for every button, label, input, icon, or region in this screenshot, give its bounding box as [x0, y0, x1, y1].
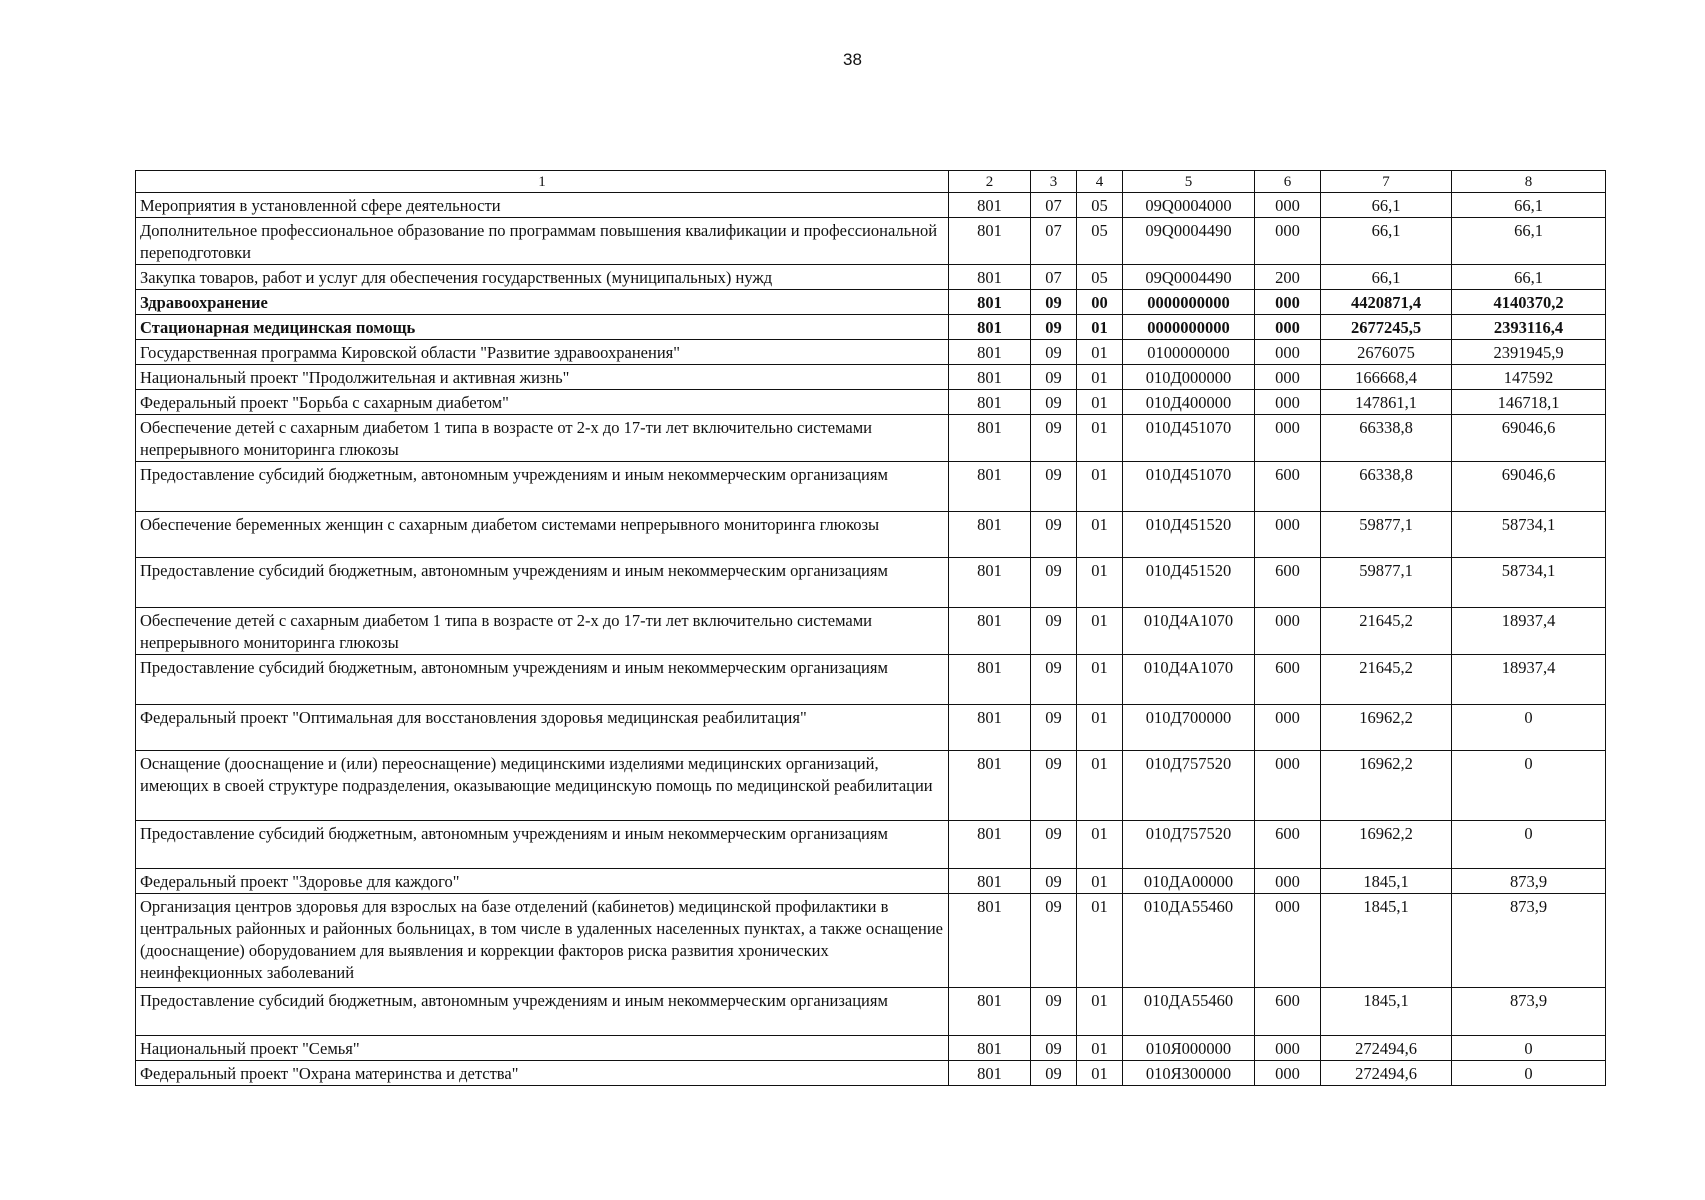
cell-section: 09 — [1031, 1061, 1077, 1086]
cell-name: Национальный проект "Продолжительная и активная жизнь" — [136, 365, 949, 390]
cell-subsection: 01 — [1077, 988, 1123, 1036]
cell-subsection: 01 — [1077, 1061, 1123, 1086]
cell-section: 09 — [1031, 1036, 1077, 1061]
table-row — [136, 894, 1606, 988]
cell-section: 09 — [1031, 512, 1077, 558]
cell-amount-2025: 59877,1 — [1321, 512, 1452, 558]
cell-amount-2025: 16962,2 — [1321, 751, 1452, 821]
cell-amount-2026: 146718,1 — [1452, 390, 1606, 415]
column-number-2: 2 — [949, 171, 1031, 193]
cell-amount-2025: 1845,1 — [1321, 869, 1452, 894]
cell-expense-type: 000 — [1255, 869, 1321, 894]
cell-section: 09 — [1031, 462, 1077, 512]
cell-expense-type: 000 — [1255, 751, 1321, 821]
cell-ministry-code: 801 — [949, 821, 1031, 869]
table-row — [136, 340, 1606, 365]
cell-ministry-code: 801 — [949, 462, 1031, 512]
cell-expense-type: 000 — [1255, 365, 1321, 390]
cell-target-article: 010Д4А1070 — [1123, 655, 1255, 705]
cell-name: Обеспечение детей с сахарным диабетом 1 типа в возрасте от 2-х до 17-ти лет включительно системами непрерывного мониторинга глюкозы — [136, 608, 949, 655]
cell-subsection: 01 — [1077, 415, 1123, 462]
cell-amount-2026: 0 — [1452, 1061, 1606, 1086]
table-row — [136, 390, 1606, 415]
cell-target-article: 010Д451520 — [1123, 558, 1255, 608]
cell-section: 07 — [1031, 193, 1077, 218]
cell-ministry-code: 801 — [949, 869, 1031, 894]
table-row — [136, 1036, 1606, 1061]
cell-section: 09 — [1031, 290, 1077, 315]
cell-target-article: 010Д400000 — [1123, 390, 1255, 415]
cell-ministry-code: 801 — [949, 751, 1031, 821]
cell-ministry-code: 801 — [949, 365, 1031, 390]
cell-expense-type: 000 — [1255, 290, 1321, 315]
cell-section: 09 — [1031, 365, 1077, 390]
table-body — [136, 171, 1606, 1086]
table-row — [136, 462, 1606, 512]
cell-ministry-code: 801 — [949, 558, 1031, 608]
cell-amount-2026: 0 — [1452, 705, 1606, 751]
cell-section: 09 — [1031, 705, 1077, 751]
cell-amount-2026: 69046,6 — [1452, 415, 1606, 462]
cell-amount-2025: 16962,2 — [1321, 821, 1452, 869]
column-number-1: 1 — [136, 171, 949, 193]
cell-subsection: 01 — [1077, 1036, 1123, 1061]
cell-name: Организация центров здоровья для взрослых на базе отделений (кабинетов) медицинской профилактики в центральных районных и районных больницах, в том числе в удаленных населенных пунктах, а также оснащение (дооснащение) оборудованием для выявления и коррекции факторов риска развития хронических неинфекционных заболеваний — [136, 894, 949, 988]
cell-ministry-code: 801 — [949, 988, 1031, 1036]
table-row — [136, 512, 1606, 558]
cell-name: Дополнительное профессиональное образование по программам повышения квалификации и профессиональной переподготовки — [136, 218, 949, 265]
cell-name: Закупка товаров, работ и услуг для обеспечения государственных (муниципальных) нужд — [136, 265, 949, 290]
cell-amount-2026: 147592 — [1452, 365, 1606, 390]
cell-section: 09 — [1031, 988, 1077, 1036]
cell-expense-type: 600 — [1255, 462, 1321, 512]
cell-subsection: 01 — [1077, 512, 1123, 558]
cell-expense-type: 000 — [1255, 512, 1321, 558]
cell-target-article: 010Д451070 — [1123, 415, 1255, 462]
cell-section: 07 — [1031, 265, 1077, 290]
cell-section: 09 — [1031, 869, 1077, 894]
cell-ministry-code: 801 — [949, 705, 1031, 751]
cell-section: 09 — [1031, 315, 1077, 340]
cell-subsection: 01 — [1077, 365, 1123, 390]
cell-subsection: 01 — [1077, 751, 1123, 821]
cell-expense-type: 000 — [1255, 390, 1321, 415]
cell-section: 09 — [1031, 558, 1077, 608]
cell-expense-type: 000 — [1255, 705, 1321, 751]
cell-ministry-code: 801 — [949, 218, 1031, 265]
cell-name: Оснащение (дооснащение и (или) переоснащение) медицинскими изделиями медицинских организаций, имеющих в своей структуре подразделения, оказывающие медицинскую помощь по медицинской реабилитации — [136, 751, 949, 821]
cell-amount-2025: 66,1 — [1321, 193, 1452, 218]
cell-subsection: 01 — [1077, 705, 1123, 751]
cell-expense-type: 000 — [1255, 340, 1321, 365]
cell-subsection: 01 — [1077, 462, 1123, 512]
table-header-row — [136, 171, 1606, 193]
cell-subsection: 05 — [1077, 218, 1123, 265]
cell-ministry-code: 801 — [949, 315, 1031, 340]
cell-amount-2025: 1845,1 — [1321, 988, 1452, 1036]
cell-amount-2025: 2676075 — [1321, 340, 1452, 365]
cell-section: 09 — [1031, 894, 1077, 988]
cell-expense-type: 200 — [1255, 265, 1321, 290]
column-number-6: 6 — [1255, 171, 1321, 193]
cell-amount-2026: 18937,4 — [1452, 655, 1606, 705]
cell-ministry-code: 801 — [949, 894, 1031, 988]
cell-section: 09 — [1031, 608, 1077, 655]
cell-amount-2026: 2391945,9 — [1452, 340, 1606, 365]
cell-name: Стационарная медицинская помощь — [136, 315, 949, 340]
cell-amount-2025: 21645,2 — [1321, 608, 1452, 655]
cell-expense-type: 000 — [1255, 218, 1321, 265]
cell-target-article: 010Д757520 — [1123, 821, 1255, 869]
cell-subsection: 01 — [1077, 821, 1123, 869]
column-number-3: 3 — [1031, 171, 1077, 193]
cell-name: Федеральный проект "Борьба с сахарным диабетом" — [136, 390, 949, 415]
table-row — [136, 1061, 1606, 1086]
cell-name: Предоставление субсидий бюджетным, автономным учреждениям и иным некоммерческим организациям — [136, 558, 949, 608]
table-row — [136, 705, 1606, 751]
table-row — [136, 988, 1606, 1036]
cell-amount-2025: 1845,1 — [1321, 894, 1452, 988]
cell-ministry-code: 801 — [949, 655, 1031, 705]
cell-section: 09 — [1031, 415, 1077, 462]
cell-target-article: 0000000000 — [1123, 290, 1255, 315]
cell-target-article: 010Д451070 — [1123, 462, 1255, 512]
table-row — [136, 365, 1606, 390]
cell-subsection: 01 — [1077, 608, 1123, 655]
cell-expense-type: 000 — [1255, 608, 1321, 655]
cell-target-article: 010ДА00000 — [1123, 869, 1255, 894]
cell-name: Предоставление субсидий бюджетным, автономным учреждениям и иным некоммерческим организациям — [136, 821, 949, 869]
cell-subsection: 01 — [1077, 894, 1123, 988]
cell-target-article: 09Q0004000 — [1123, 193, 1255, 218]
column-number-7: 7 — [1321, 171, 1452, 193]
cell-name: Предоставление субсидий бюджетным, автономным учреждениям и иным некоммерческим организациям — [136, 655, 949, 705]
cell-target-article: 010Д700000 — [1123, 705, 1255, 751]
table-row — [136, 218, 1606, 265]
table-row — [136, 558, 1606, 608]
cell-name: Мероприятия в установленной сфере деятельности — [136, 193, 949, 218]
cell-subsection: 00 — [1077, 290, 1123, 315]
cell-section: 09 — [1031, 751, 1077, 821]
budget-table — [135, 170, 1606, 1086]
cell-amount-2026: 58734,1 — [1452, 558, 1606, 608]
cell-expense-type: 000 — [1255, 894, 1321, 988]
cell-name: Федеральный проект "Оптимальная для восстановления здоровья медицинская реабилитация" — [136, 705, 949, 751]
cell-ministry-code: 801 — [949, 290, 1031, 315]
cell-target-article: 0100000000 — [1123, 340, 1255, 365]
cell-amount-2025: 66338,8 — [1321, 415, 1452, 462]
cell-subsection: 01 — [1077, 869, 1123, 894]
cell-amount-2025: 59877,1 — [1321, 558, 1452, 608]
cell-amount-2025: 2677245,5 — [1321, 315, 1452, 340]
cell-name: Здравоохранение — [136, 290, 949, 315]
table-row — [136, 193, 1606, 218]
cell-amount-2026: 66,1 — [1452, 193, 1606, 218]
cell-amount-2025: 147861,1 — [1321, 390, 1452, 415]
cell-target-article: 010Д451520 — [1123, 512, 1255, 558]
cell-name: Федеральный проект "Охрана материнства и детства" — [136, 1061, 949, 1086]
cell-expense-type: 000 — [1255, 415, 1321, 462]
cell-amount-2025: 66,1 — [1321, 265, 1452, 290]
cell-amount-2026: 69046,6 — [1452, 462, 1606, 512]
cell-name: Государственная программа Кировской области "Развитие здравоохранения" — [136, 340, 949, 365]
cell-target-article: 09Q0004490 — [1123, 218, 1255, 265]
cell-ministry-code: 801 — [949, 265, 1031, 290]
cell-amount-2025: 166668,4 — [1321, 365, 1452, 390]
cell-amount-2025: 272494,6 — [1321, 1061, 1452, 1086]
cell-amount-2025: 272494,6 — [1321, 1036, 1452, 1061]
cell-target-article: 010Д4А1070 — [1123, 608, 1255, 655]
cell-name: Национальный проект "Семья" — [136, 1036, 949, 1061]
cell-amount-2026: 18937,4 — [1452, 608, 1606, 655]
cell-expense-type: 600 — [1255, 655, 1321, 705]
cell-amount-2026: 0 — [1452, 751, 1606, 821]
cell-ministry-code: 801 — [949, 608, 1031, 655]
table-row — [136, 608, 1606, 655]
column-number-8: 8 — [1452, 171, 1606, 193]
cell-name: Федеральный проект "Здоровье для каждого" — [136, 869, 949, 894]
cell-subsection: 01 — [1077, 315, 1123, 340]
cell-target-article: 010Д757520 — [1123, 751, 1255, 821]
cell-expense-type: 600 — [1255, 558, 1321, 608]
cell-ministry-code: 801 — [949, 340, 1031, 365]
column-number-5: 5 — [1123, 171, 1255, 193]
cell-name: Обеспечение детей с сахарным диабетом 1 типа в возрасте от 2-х до 17-ти лет включительно системами непрерывного мониторинга глюкозы — [136, 415, 949, 462]
cell-target-article: 010Д000000 — [1123, 365, 1255, 390]
cell-name: Предоставление субсидий бюджетным, автономным учреждениям и иным некоммерческим организациям — [136, 988, 949, 1036]
cell-amount-2025: 16962,2 — [1321, 705, 1452, 751]
cell-amount-2026: 66,1 — [1452, 265, 1606, 290]
cell-target-article: 0000000000 — [1123, 315, 1255, 340]
cell-section: 09 — [1031, 655, 1077, 705]
cell-subsection: 05 — [1077, 265, 1123, 290]
cell-subsection: 01 — [1077, 655, 1123, 705]
table-row — [136, 290, 1606, 315]
cell-ministry-code: 801 — [949, 415, 1031, 462]
cell-amount-2026: 66,1 — [1452, 218, 1606, 265]
cell-expense-type: 600 — [1255, 988, 1321, 1036]
cell-ministry-code: 801 — [949, 1036, 1031, 1061]
table-row — [136, 415, 1606, 462]
cell-ministry-code: 801 — [949, 390, 1031, 415]
cell-target-article: 010ДА55460 — [1123, 894, 1255, 988]
cell-ministry-code: 801 — [949, 512, 1031, 558]
table-row — [136, 265, 1606, 290]
cell-amount-2026: 0 — [1452, 821, 1606, 869]
cell-amount-2026: 873,9 — [1452, 894, 1606, 988]
cell-amount-2026: 58734,1 — [1452, 512, 1606, 558]
table-row — [136, 315, 1606, 340]
cell-expense-type: 000 — [1255, 315, 1321, 340]
cell-section: 09 — [1031, 390, 1077, 415]
cell-name: Обеспечение беременных женщин с сахарным диабетом системами непрерывного мониторинга глюкозы — [136, 512, 949, 558]
cell-amount-2026: 4140370,2 — [1452, 290, 1606, 315]
cell-name: Предоставление субсидий бюджетным, автономным учреждениям и иным некоммерческим организациям — [136, 462, 949, 512]
cell-ministry-code: 801 — [949, 193, 1031, 218]
cell-subsection: 01 — [1077, 340, 1123, 365]
cell-subsection: 01 — [1077, 558, 1123, 608]
cell-target-article: 010ДА55460 — [1123, 988, 1255, 1036]
table-row — [136, 869, 1606, 894]
cell-target-article: 010Я300000 — [1123, 1061, 1255, 1086]
cell-subsection: 01 — [1077, 390, 1123, 415]
cell-expense-type: 000 — [1255, 193, 1321, 218]
table-row — [136, 751, 1606, 821]
cell-amount-2026: 873,9 — [1452, 869, 1606, 894]
cell-amount-2025: 4420871,4 — [1321, 290, 1452, 315]
cell-amount-2026: 873,9 — [1452, 988, 1606, 1036]
column-number-4: 4 — [1077, 171, 1123, 193]
cell-section: 09 — [1031, 821, 1077, 869]
cell-subsection: 05 — [1077, 193, 1123, 218]
cell-amount-2026: 0 — [1452, 1036, 1606, 1061]
cell-expense-type: 000 — [1255, 1061, 1321, 1086]
cell-amount-2025: 66,1 — [1321, 218, 1452, 265]
cell-expense-type: 600 — [1255, 821, 1321, 869]
page-number: 38 — [843, 50, 862, 69]
cell-section: 09 — [1031, 340, 1077, 365]
table-row — [136, 655, 1606, 705]
cell-target-article: 010Я000000 — [1123, 1036, 1255, 1061]
cell-ministry-code: 801 — [949, 1061, 1031, 1086]
cell-target-article: 09Q0004490 — [1123, 265, 1255, 290]
cell-amount-2026: 2393116,4 — [1452, 315, 1606, 340]
cell-amount-2025: 21645,2 — [1321, 655, 1452, 705]
cell-expense-type: 000 — [1255, 1036, 1321, 1061]
cell-section: 07 — [1031, 218, 1077, 265]
cell-amount-2025: 66338,8 — [1321, 462, 1452, 512]
table-row — [136, 821, 1606, 869]
